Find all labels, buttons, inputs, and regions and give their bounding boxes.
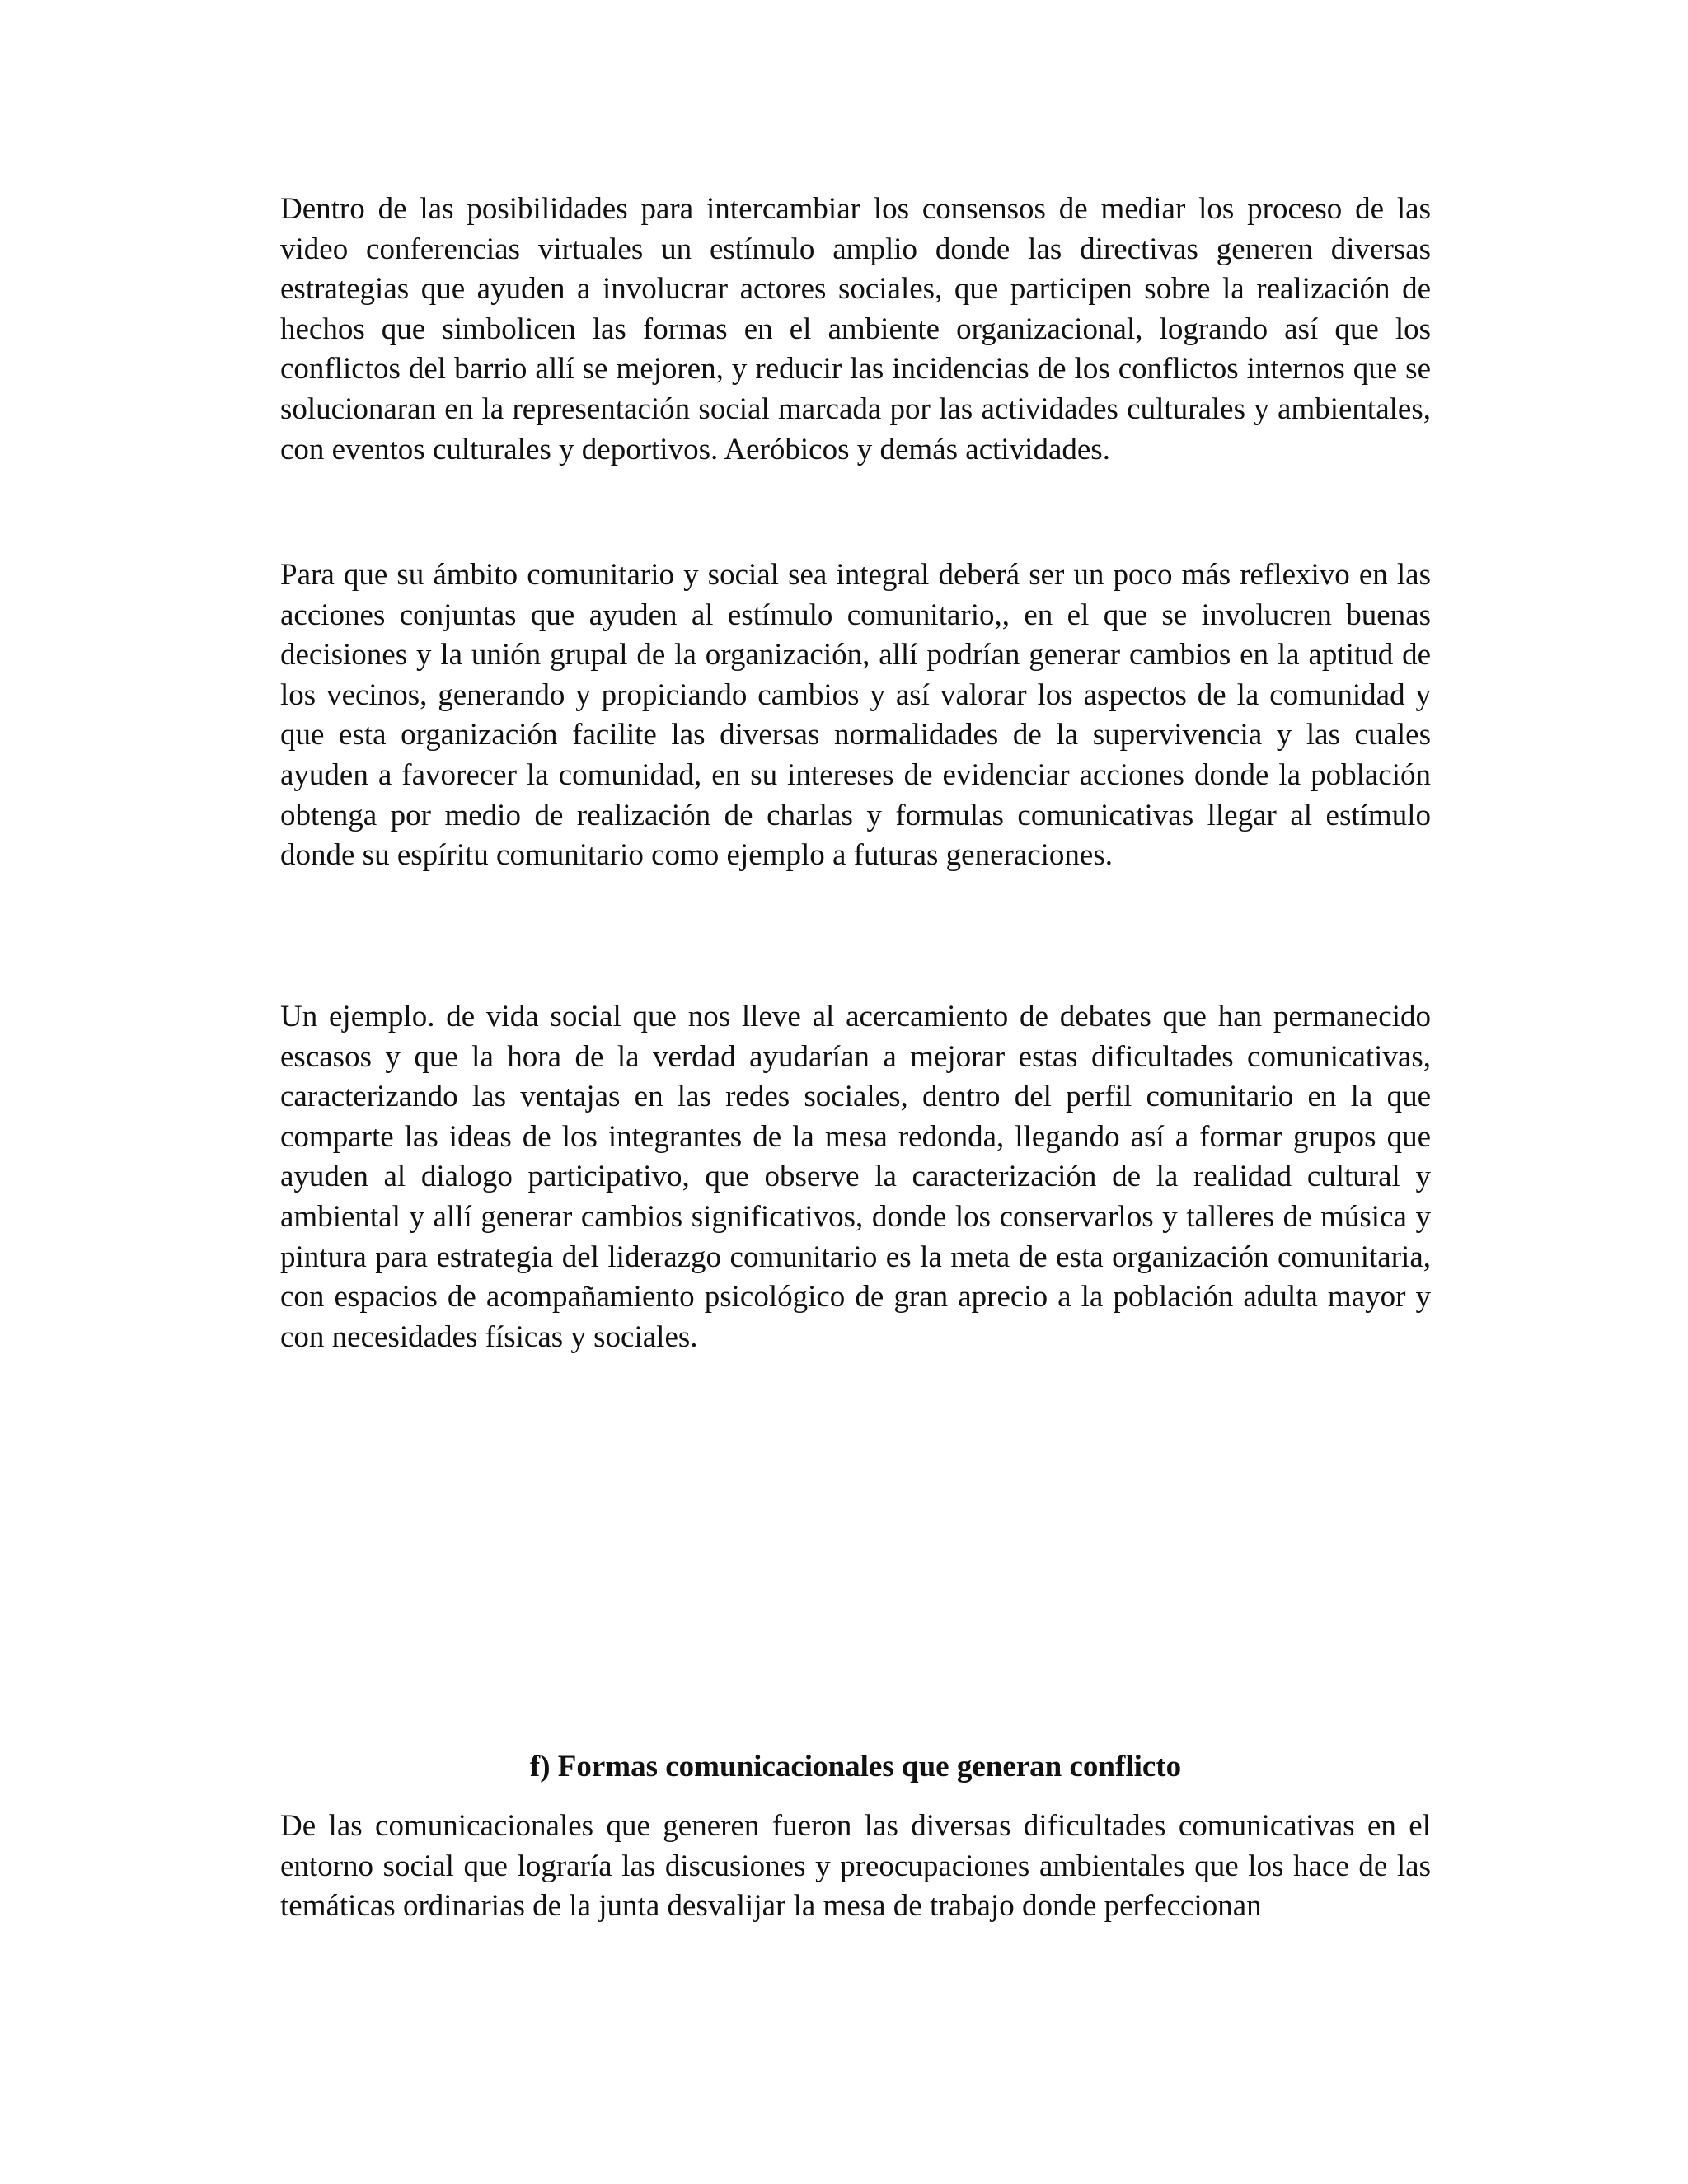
body-paragraph-1: Dentro de las posibilidades para intercambiar los consensos de mediar los proceso de las video conferencias virtuales un estímulo amplio donde las directivas generen diversas estrategias que ayuden a involucrar actores sociales, que participen sobre la realización de hechos que simbolicen las formas en el ambiente organizacional, logrando así que los conflictos del barrio allí se mejoren, y reducir las incidencias de los conflictos internos que se solucionaran en la representación social marcada por las actividades culturales y ambientales, con eventos culturales y deportivos. Aeróbicos y demás actividades. [280,192,1431,466]
body-paragraph-2: Para que su ámbito comunitario y social sea integral deberá ser un poco más reflexivo en las acciones conjuntas que ayuden al estímulo comunitario,, en el que se involucren buenas decisiones y la unión grupal de la organización, allí podrían generar cambios en la aptitud de los vecinos, generando y propiciando cambios y así valorar los aspectos de la comunidad y que esta organización facilite las diversas normalidades de la supervivencia y las cuales ayuden a favorecer la comunidad, en su intereses de evidenciar acciones donde la población obtenga por medio de realización de charlas y formulas comunicativas llegar al estímulo donde su espíritu comunitario como ejemplo a futuras generaciones. [280,558,1431,873]
section-paragraph: De las comunicacionales que generen fueron las diversas dificultades comunicativas en el entorno social que lograría las discusiones y preocupaciones ambientales que los hace de las temáticas ordinarias de la junta desvalijar la mesa de trabajo donde perfeccionan [280,1809,1431,1924]
body-paragraph-3: Un ejemplo. de vida social que nos lleve al acercamiento de debates que han permanecido escasos y que la hora de la verdad ayudarían a mejorar estas dificultades comunicativas, caracterizando las ventajas en las redes sociales, dentro del perfil comunitario en la que comparte las ideas de los integrantes de la mesa redonda, llegando así a formar grupos que ayuden al dialogo participativo, que observe la caracterización de la realidad cultural y ambiental y allí generar cambios significativos, donde los conservarlos y talleres de música y pintura para estrategia del liderazgo comunitario es la meta de esta organización comunitaria, con espacios de acompañamiento psicológico de gran aprecio a la población adulta mayor y con necesidades físicas y sociales. [280,1000,1431,1354]
section-heading: f) Formas comunicacionales que generan conflicto [529,1750,1182,1783]
